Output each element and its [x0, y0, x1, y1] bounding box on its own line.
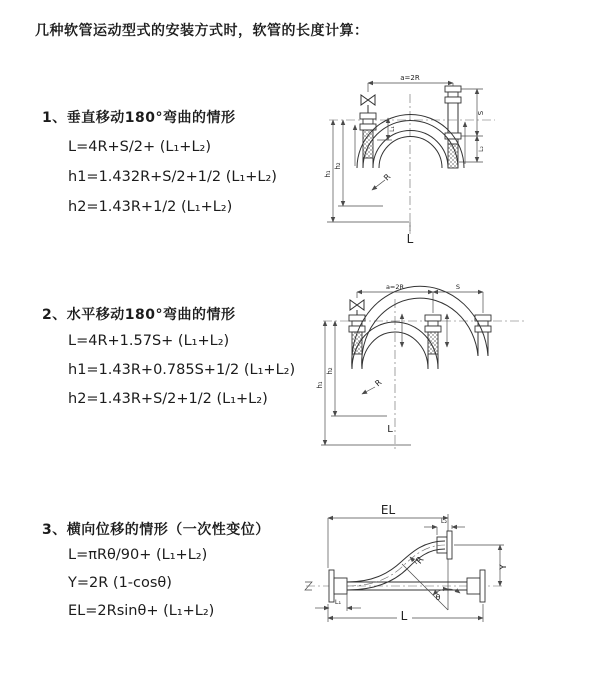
dim-l2 — [424, 525, 465, 535]
hose-u-bend-two-positions — [352, 286, 488, 369]
section-3-formula-L: L=πRθ/90+ (L₁+L₂) — [68, 547, 208, 563]
radius-label: R — [382, 172, 393, 183]
valve-icon — [350, 300, 364, 315]
section-1-formula-h2: h2=1.43R+1/2 (L₁+L₂) — [68, 199, 233, 215]
diagram-lateral-displacement — [298, 500, 598, 632]
radius-label: R — [373, 377, 384, 389]
diagram-horizontal-180-bend — [311, 281, 546, 459]
dim-h2 — [338, 120, 383, 206]
dim-stroke-label: S — [477, 110, 485, 116]
dim-y-label: Y — [499, 564, 509, 570]
section-3-formula-EL: EL=2Rsinθ+ (L₁+L₂) — [68, 603, 215, 619]
section-2-formula-L: L=4R+1.57S+ (L₁+L₂) — [68, 333, 230, 349]
angle-theta-label: θ — [435, 593, 441, 602]
dim-l2-label: L₂ — [478, 146, 485, 152]
section-1-formula-h1: h1=1.432R+S/2+1/2 (L₁+L₂) — [68, 169, 277, 185]
dim-span-label: a=2R — [400, 74, 420, 82]
dim-l1-label: L₁ — [334, 598, 342, 606]
section-2-heading: 2、水平移动180°弯曲的情形 — [42, 307, 236, 323]
section-3-formula-Y: Y=2R (1-cosθ) — [68, 575, 172, 591]
radius-label: R — [414, 555, 427, 567]
dim-h2-label: h₂ — [326, 367, 334, 375]
dim-h1-label: h₁ — [324, 170, 332, 178]
radius-leader — [362, 387, 375, 394]
section-3-heading: 3、横向位移的情形（一次性变位） — [42, 522, 270, 538]
radius-leader — [372, 180, 385, 190]
section-1-formula-L: L=4R+S/2+ (L₁+L₂) — [68, 139, 211, 155]
dim-span-a2r — [368, 83, 453, 92]
dim-el — [328, 514, 448, 610]
section-2-formula-h2: h2=1.43R+S/2+1/2 (L₁+L₂) — [68, 391, 268, 407]
right-flange-original-position — [467, 570, 485, 602]
dim-stroke-label: S — [455, 283, 461, 291]
section-1-heading: 1、垂直移动180°弯曲的情形 — [42, 110, 236, 126]
length-label: L — [400, 609, 408, 623]
right-fitting-two-positions — [445, 86, 461, 168]
dim-h1 — [321, 321, 411, 445]
valve-icon — [361, 95, 375, 113]
diagram-vertical-180-bend — [313, 72, 531, 254]
dim-h1-label: h₁ — [316, 381, 324, 389]
hose-displaced-s-curve — [347, 541, 445, 590]
dim-span-label: a=2R — [385, 283, 405, 291]
braid-section — [428, 332, 438, 354]
dim-span-a2r — [357, 292, 483, 313]
section-2-formula-h1: h1=1.43R+0.785S+1/2 (L₁+L₂) — [68, 362, 296, 378]
page-title: 几种软管运动型式的安装方式时，软管的长度计算： — [35, 23, 369, 39]
radius-construction-line — [402, 564, 448, 610]
braid-section — [363, 130, 373, 158]
dim-h2-label: h₂ — [334, 162, 342, 170]
dim-l2-label: L₂ — [440, 517, 448, 525]
dim-l1-label: L₁ — [389, 126, 396, 132]
length-label: L — [406, 232, 414, 246]
dim-el-label: EL — [380, 503, 396, 517]
length-label: L — [387, 424, 393, 435]
